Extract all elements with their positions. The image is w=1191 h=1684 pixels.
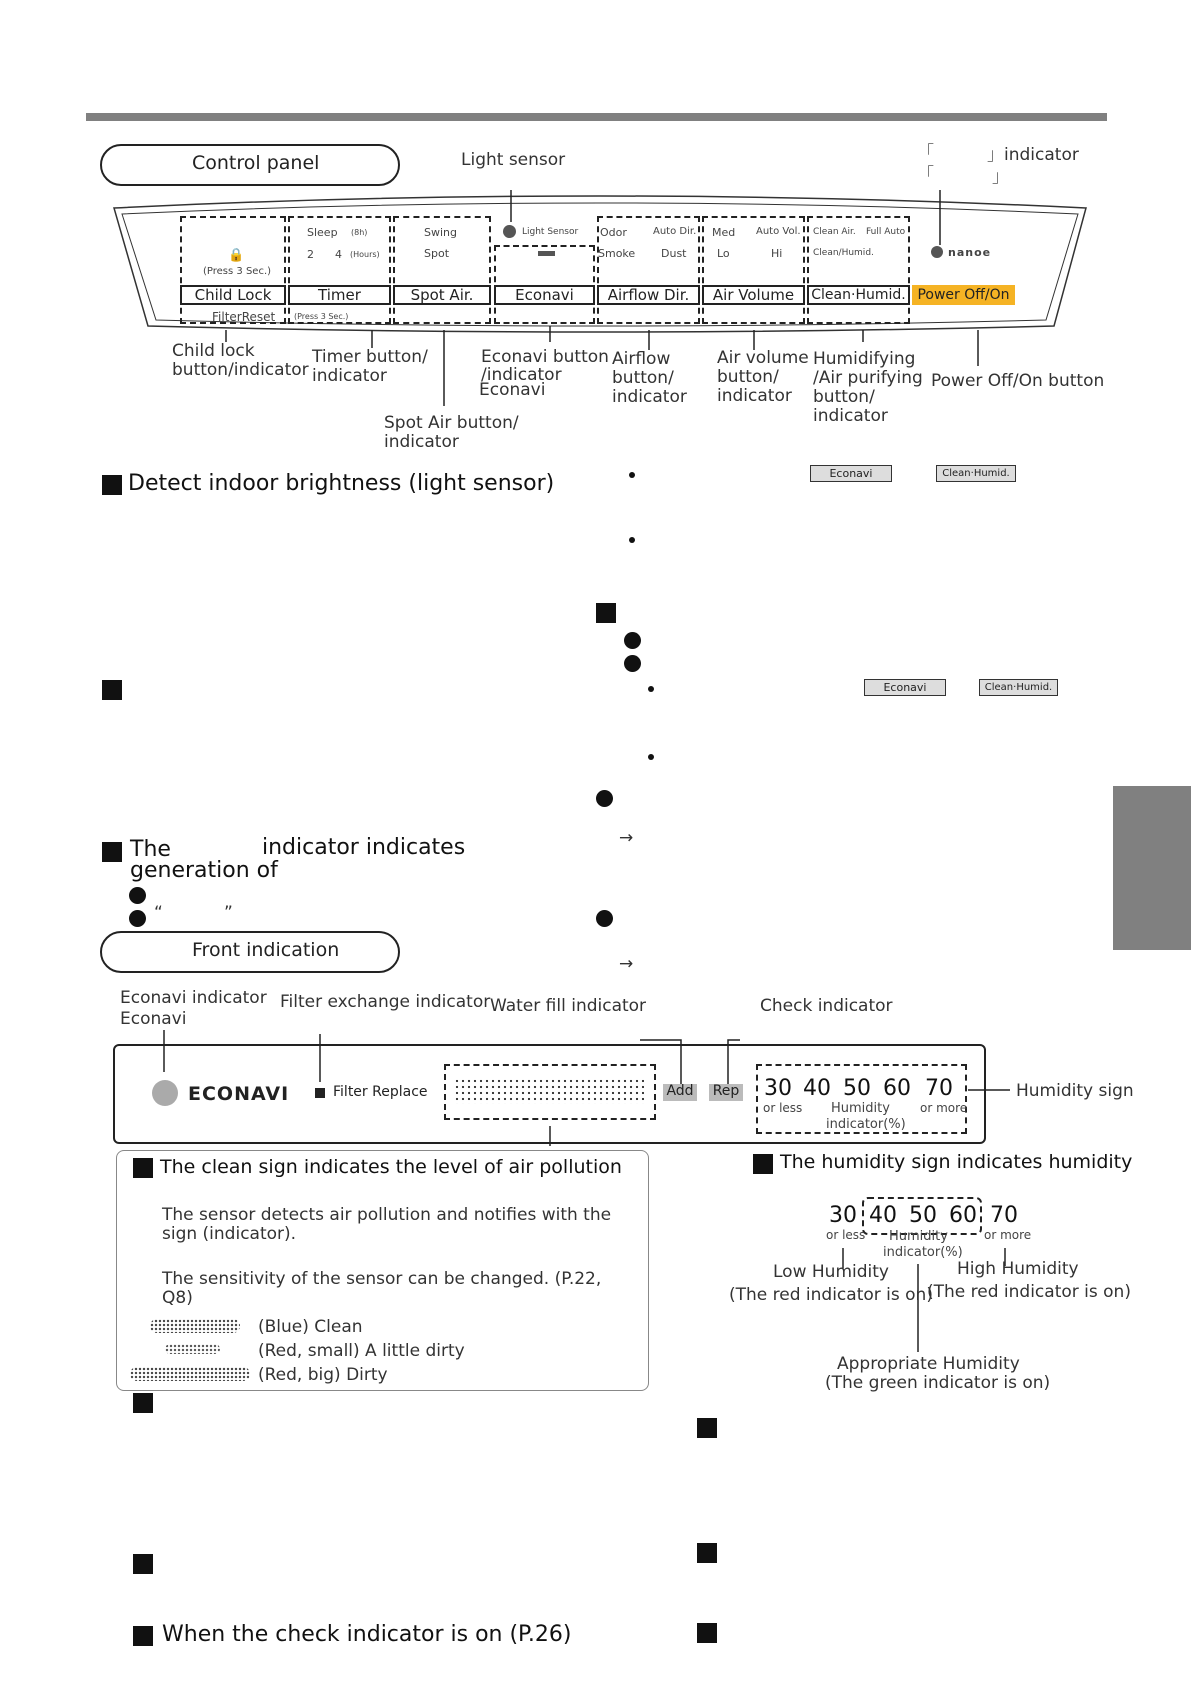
smoke-label: Smoke bbox=[598, 247, 636, 260]
bullet bbox=[648, 754, 654, 760]
hi-label: Hi bbox=[771, 247, 783, 260]
econavi-bar-indicator bbox=[538, 251, 555, 256]
check-indicator-heading: When the check indicator is on (P.26) bbox=[162, 1622, 572, 1647]
clean-humid-button[interactable]: Clean·Humid. bbox=[807, 285, 910, 305]
light-sensor-label: Light sensor bbox=[461, 150, 566, 170]
the-heading-word: The bbox=[130, 837, 171, 862]
odor-label: Odor bbox=[600, 226, 627, 239]
bracket-close-2: 」 bbox=[992, 167, 1009, 187]
mini-econavi-button-2: Econavi bbox=[864, 679, 946, 696]
quote-close: ” bbox=[224, 903, 233, 923]
front-indicator-pct: indicator(%) bbox=[826, 1117, 906, 1132]
spot-air-button[interactable]: Spot Air. bbox=[393, 285, 491, 305]
filter-reset-press3-label: (Press 3 Sec.) bbox=[294, 312, 349, 321]
section-marker bbox=[753, 1154, 773, 1174]
clean-sign-p1: The sensor detects air pollution and notifies with the sign (indicator). bbox=[162, 1205, 612, 1244]
dust-label: Dust bbox=[661, 247, 687, 260]
low-humidity-note: (The red indicator is on) bbox=[729, 1285, 933, 1305]
generation-of-heading: generation of bbox=[130, 858, 278, 883]
clean-sign-dots bbox=[454, 1078, 644, 1104]
auto-dir-label: Auto Dir. bbox=[653, 226, 697, 237]
section-marker bbox=[102, 475, 122, 495]
arrow-2: → bbox=[619, 954, 634, 974]
clean-sign-heading: The clean sign indicates the level of air pollution bbox=[160, 1156, 622, 1178]
callout-humid-4: indicator bbox=[813, 406, 888, 426]
front-or-less: or less bbox=[763, 1101, 803, 1115]
callout-power-button: Power Off/On button bbox=[931, 371, 1105, 391]
header-bar bbox=[86, 113, 1107, 121]
control-panel-title-text: Control panel bbox=[192, 152, 320, 174]
bullet-circle bbox=[596, 790, 613, 807]
front-hum-30: 30 bbox=[764, 1076, 792, 1101]
callout-child-lock-1: Child lock bbox=[172, 341, 255, 361]
callout-airflow-3: indicator bbox=[612, 387, 687, 407]
econavi-indicator-label-2: Econavi bbox=[120, 1009, 187, 1029]
front-hum-60: 60 bbox=[883, 1076, 911, 1101]
air-volume-button[interactable]: Air Volume bbox=[702, 285, 805, 305]
high-humidity-note: (The red indicator is on) bbox=[927, 1282, 1131, 1302]
clean-sign-p2: The sensitivity of the sensor can be changed. (P.22, Q8) bbox=[162, 1269, 602, 1308]
control-panel-title bbox=[100, 144, 400, 186]
appropriate-humidity-label: Appropriate Humidity bbox=[837, 1354, 1020, 1374]
callout-airflow-1: Airflow bbox=[612, 349, 671, 369]
section-marker bbox=[102, 842, 122, 862]
timer-group bbox=[288, 216, 391, 324]
section-marker bbox=[102, 680, 122, 700]
clean-air-label: Clean Air. bbox=[813, 227, 856, 237]
econavi-logo: ECONAVI bbox=[188, 1083, 290, 1105]
hours-label: (Hours) bbox=[350, 250, 380, 259]
econavi-indicator-label-1: Econavi indicator bbox=[120, 988, 267, 1008]
bullet-circle bbox=[129, 887, 146, 904]
power-button[interactable]: Power Off/On bbox=[912, 285, 1015, 305]
front-indication-title bbox=[100, 931, 400, 973]
low-humidity-label: Low Humidity bbox=[773, 1262, 889, 1282]
med-label: Med bbox=[712, 226, 736, 239]
section-marker bbox=[697, 1543, 717, 1563]
check-indicator-label: Check indicator bbox=[760, 996, 893, 1016]
nanoe-indicator-dot bbox=[931, 246, 943, 258]
quote-open: “ bbox=[154, 903, 163, 923]
full-auto-label: Full Auto bbox=[866, 227, 906, 237]
callout-humid-1: Humidifying bbox=[813, 349, 916, 369]
mini-econavi-button-1: Econavi bbox=[810, 465, 892, 482]
timer-button[interactable]: Timer bbox=[288, 285, 391, 305]
add-indicator: Add bbox=[663, 1084, 697, 1101]
callout-econavi-1: Econavi button bbox=[481, 347, 609, 367]
timer-2-label: 2 bbox=[307, 248, 314, 261]
side-tab bbox=[1113, 786, 1191, 950]
bullet bbox=[648, 686, 654, 692]
front-humidity-word: Humidity bbox=[831, 1101, 890, 1116]
hum-50: 50 bbox=[909, 1203, 937, 1228]
sleep-label: Sleep bbox=[307, 226, 338, 239]
callout-child-lock-2: button/indicator bbox=[172, 360, 309, 380]
callout-econavi-3: Econavi bbox=[479, 380, 546, 400]
econavi-indicator-light bbox=[152, 1080, 178, 1106]
front-hum-70: 70 bbox=[925, 1076, 953, 1101]
airflow-dir-button[interactable]: Airflow Dir. bbox=[597, 285, 700, 305]
callout-spot-2: indicator bbox=[384, 432, 459, 452]
section-marker bbox=[133, 1393, 153, 1413]
callout-humid-2: /Air purifying bbox=[813, 368, 923, 388]
humidity-sign-label: Humidity sign bbox=[1016, 1081, 1134, 1101]
front-hum-40: 40 bbox=[803, 1076, 831, 1101]
filter-exchange-label: Filter exchange indicator bbox=[280, 992, 491, 1012]
filter-replace-label: Filter Replace bbox=[333, 1084, 428, 1100]
swing-label: Swing bbox=[424, 226, 457, 239]
clean-level-big-swatch bbox=[130, 1367, 250, 1381]
bullet-circle bbox=[624, 655, 641, 672]
callout-econavi-2: /indicator bbox=[481, 365, 562, 385]
sleep-8h-label: (8h) bbox=[351, 228, 368, 237]
clean-humid-small-label: Clean/Humid. bbox=[813, 248, 874, 258]
mini-clean-humid-button-2: Clean·Humid. bbox=[979, 679, 1058, 696]
callout-airflow-2: button/ bbox=[612, 368, 674, 388]
hum-60: 60 bbox=[949, 1203, 977, 1228]
callout-spot-1: Spot Air button/ bbox=[384, 413, 519, 433]
humidity-sign-heading: The humidity sign indicates humidity bbox=[780, 1151, 1133, 1173]
bullet-circle bbox=[596, 910, 613, 927]
hum-30: 30 bbox=[829, 1203, 857, 1228]
bullet-circle bbox=[129, 910, 146, 927]
appropriate-humidity-note: (The green indicator is on) bbox=[825, 1373, 1051, 1393]
water-fill-label: Water fill indicator bbox=[490, 996, 647, 1016]
section-marker bbox=[697, 1623, 717, 1643]
callout-airvol-2: button/ bbox=[717, 367, 779, 387]
hum-or-more: or more bbox=[984, 1228, 1032, 1242]
front-hum-50: 50 bbox=[843, 1076, 871, 1101]
high-humidity-label: High Humidity bbox=[957, 1259, 1079, 1279]
callout-humid-3: button/ bbox=[813, 387, 875, 407]
front-or-more: or more bbox=[920, 1101, 968, 1115]
bullet-circle bbox=[624, 632, 641, 649]
hum-or-less: or less bbox=[826, 1228, 866, 1242]
detect-brightness-heading: Detect indoor brightness (light sensor) bbox=[128, 471, 555, 496]
clean-sign-display bbox=[444, 1064, 656, 1120]
child-lock-button[interactable]: Child Lock bbox=[180, 285, 286, 305]
light-sensor-small-label: Light Sensor bbox=[522, 227, 579, 237]
callout-timer-1: Timer button/ bbox=[312, 347, 428, 367]
hum-humidity-word: Humidity bbox=[889, 1229, 948, 1244]
callout-airvol-3: indicator bbox=[717, 386, 792, 406]
arrow-1: → bbox=[619, 828, 634, 848]
clean-level-little-dirty: (Red, small) A little dirty bbox=[258, 1341, 465, 1361]
indicator-bracket-label: 」indicator bbox=[987, 145, 1079, 165]
section-marker bbox=[133, 1626, 153, 1646]
rep-indicator: Rep bbox=[709, 1084, 743, 1101]
clean-level-blue: (Blue) Clean bbox=[258, 1317, 363, 1337]
timer-4-label: 4 bbox=[335, 248, 342, 261]
clean-level-dirty: (Red, big) Dirty bbox=[258, 1365, 388, 1385]
nanoe-logo: nanoe bbox=[948, 246, 992, 259]
mini-clean-humid-button-1: Clean·Humid. bbox=[936, 465, 1016, 482]
indicator-indicates-heading: indicator indicates bbox=[262, 835, 466, 860]
section-marker bbox=[596, 603, 616, 623]
hum-indicator-pct: indicator(%) bbox=[883, 1245, 963, 1260]
bullet bbox=[629, 472, 635, 478]
auto-vol-label: Auto Vol. bbox=[756, 226, 801, 237]
section-marker bbox=[133, 1554, 153, 1574]
section-marker bbox=[697, 1418, 717, 1438]
lo-label: Lo bbox=[717, 247, 730, 260]
bracket-open-1: 「 bbox=[917, 143, 934, 163]
filter-reset-label: FilterReset bbox=[212, 310, 276, 324]
spot-label: Spot bbox=[424, 247, 450, 260]
section-marker bbox=[133, 1158, 153, 1178]
hum-70: 70 bbox=[990, 1203, 1018, 1228]
hum-40: 40 bbox=[869, 1203, 897, 1228]
callout-timer-2: indicator bbox=[312, 366, 387, 386]
bullet bbox=[629, 537, 635, 543]
light-sensor-dot bbox=[503, 225, 516, 238]
callout-airvol-1: Air volume bbox=[717, 348, 809, 368]
front-indication-title-text: Front indication bbox=[192, 939, 340, 961]
lock-icon: 🔒 bbox=[228, 248, 245, 263]
bracket-open-2: 「 bbox=[917, 165, 934, 185]
filter-replace-indicator bbox=[315, 1088, 325, 1098]
econavi-button[interactable]: Econavi bbox=[494, 285, 595, 305]
press3-label: (Press 3 Sec.) bbox=[203, 266, 272, 277]
